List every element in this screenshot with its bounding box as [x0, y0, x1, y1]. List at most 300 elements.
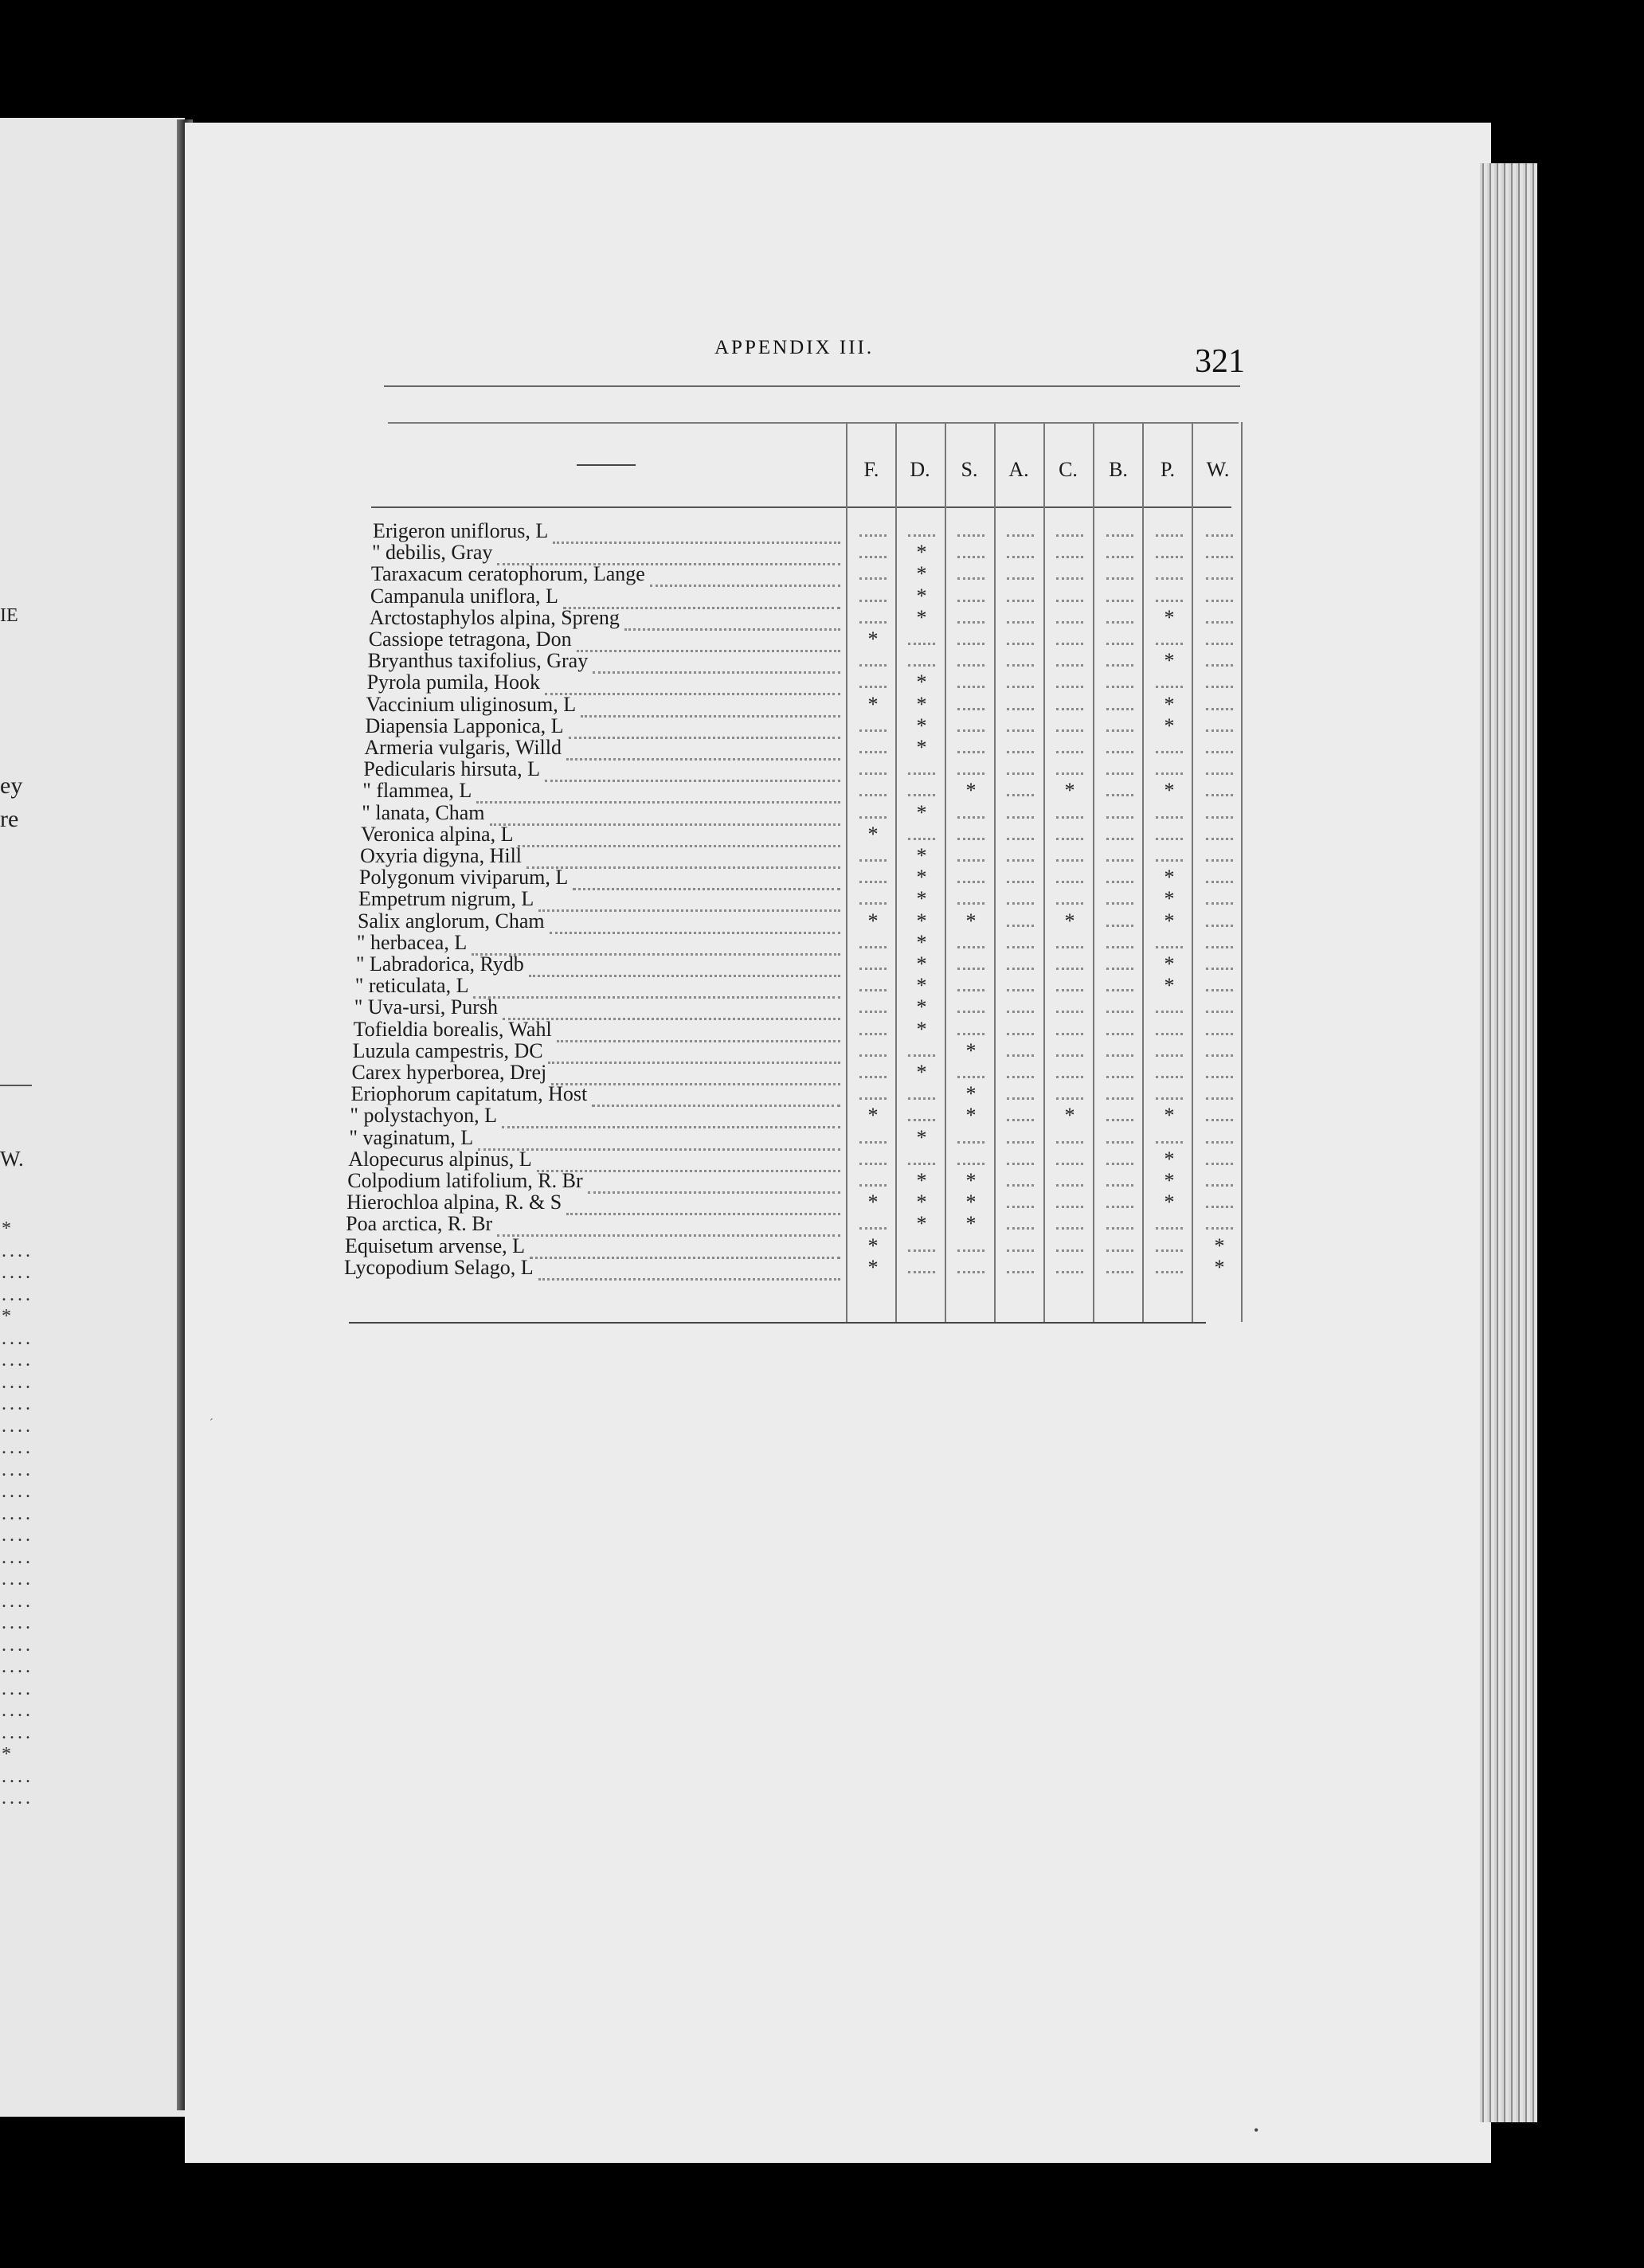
table-bottom-rule	[349, 1322, 1206, 1324]
species-name: Armeria vulgaris, Willd	[364, 736, 562, 759]
absence-dots	[996, 1019, 1045, 1040]
absence-dots	[1195, 1084, 1244, 1105]
absence-dots	[996, 542, 1045, 563]
absence-dots	[1045, 889, 1094, 909]
absence-dots	[996, 976, 1045, 996]
left-page-dots: ....	[2, 1394, 33, 1414]
absence-dots	[1045, 1257, 1094, 1278]
table-row	[0, 889, 1274, 909]
left-page-fragment: ey	[0, 772, 23, 799]
column-header: F.	[863, 458, 879, 481]
absence-dots	[848, 759, 898, 780]
absence-dots	[1045, 954, 1094, 975]
absence-dots	[1195, 1171, 1244, 1191]
table-row	[0, 1019, 1274, 1040]
left-page-dots: ....	[2, 1722, 33, 1743]
absence-dots	[1095, 608, 1145, 628]
absence-dots	[946, 1062, 996, 1083]
species-name: Pedicularis hirsuta, L	[363, 757, 541, 781]
absence-dots	[946, 586, 996, 607]
left-page-dots: ....	[2, 1459, 33, 1480]
presence-mark	[1145, 1171, 1194, 1191]
absence-dots	[1095, 1236, 1145, 1257]
absence-dots	[1045, 629, 1094, 650]
absence-dots	[848, 564, 898, 585]
absence-dots	[1095, 1019, 1145, 1040]
absence-dots	[1195, 780, 1244, 801]
absence-dots	[1045, 1062, 1094, 1083]
presence-mark	[946, 1192, 996, 1213]
presence-mark	[897, 889, 946, 909]
presence-mark	[897, 737, 946, 758]
column-header: W.	[1206, 458, 1230, 481]
presence-mark	[897, 1019, 946, 1040]
presence-mark	[848, 694, 898, 715]
left-page-dots: ....	[2, 1371, 33, 1393]
species-name: Lycopodium Selago, L	[344, 1255, 534, 1279]
absence-dots	[1195, 542, 1244, 563]
absence-dots	[996, 889, 1045, 909]
absence-dots	[848, 997, 898, 1018]
species-name: Empetrum nigrum, L	[358, 887, 534, 911]
absence-dots	[1045, 542, 1094, 563]
presence-mark	[897, 911, 946, 932]
species-name: Campanula uniflora, L	[370, 584, 558, 608]
presence-mark	[848, 824, 898, 845]
dot-leader	[557, 1019, 840, 1042]
absence-dots	[848, 803, 898, 823]
left-page-dots: *	[2, 1218, 14, 1239]
absence-dots	[1195, 803, 1244, 823]
absence-dots	[848, 542, 898, 563]
absence-dots	[1095, 672, 1145, 693]
absence-dots	[1195, 824, 1244, 845]
presence-mark	[946, 1171, 996, 1191]
absence-dots	[897, 1236, 946, 1257]
left-page-dots: ....	[2, 1525, 33, 1546]
dot-leader	[548, 1041, 840, 1064]
absence-dots	[1095, 1105, 1145, 1126]
absence-dots	[848, 716, 898, 737]
absence-dots	[1045, 608, 1094, 628]
absence-dots	[1095, 629, 1145, 650]
left-page-dots: ....	[2, 1240, 33, 1261]
species-name: " lanata, Cham	[362, 800, 485, 824]
absence-dots	[848, 1041, 898, 1062]
species-name: Tofieldia borealis, Wahl	[353, 1017, 552, 1041]
running-head: APPENDIX III.	[714, 337, 875, 358]
absence-dots	[946, 737, 996, 758]
presence-mark	[897, 586, 946, 607]
dot-leader	[593, 651, 840, 674]
absence-dots	[848, 737, 898, 758]
table-row	[0, 1125, 1274, 1149]
absence-dots	[1045, 824, 1094, 845]
speck: •	[1254, 2122, 1259, 2138]
species-name: Diapensia Lapponica, L	[365, 714, 564, 737]
absence-dots	[996, 564, 1045, 585]
table-row	[0, 1192, 1274, 1213]
absence-dots	[996, 803, 1045, 823]
left-page-dots: ....	[2, 1634, 33, 1656]
left-page-fragment: re	[0, 806, 19, 832]
absence-dots	[848, 608, 898, 628]
species-name: Arctostaphylos alpina, Spreng	[369, 605, 620, 629]
absence-dots	[848, 1128, 898, 1148]
absence-dots	[897, 521, 946, 542]
presence-mark	[848, 1192, 898, 1213]
species-name: " Uva-ursi, Pursh	[354, 995, 499, 1019]
presence-mark	[897, 1214, 946, 1234]
presence-mark	[848, 1105, 898, 1126]
absence-dots	[946, 521, 996, 542]
absence-dots	[1145, 1041, 1194, 1062]
species-name: Equisetum arvense, L	[345, 1234, 526, 1257]
page-number: 321	[1195, 343, 1245, 380]
table-row	[0, 1171, 1274, 1191]
absence-dots	[1095, 1149, 1145, 1170]
absence-dots	[1095, 759, 1145, 780]
absence-dots	[996, 1214, 1045, 1234]
species-name: " herbacea, L	[356, 930, 468, 954]
absence-dots	[848, 889, 898, 909]
absence-dots	[996, 672, 1045, 693]
absence-dots	[1195, 846, 1244, 866]
presence-mark	[946, 1105, 996, 1126]
absence-dots	[1095, 911, 1145, 932]
table-row	[0, 976, 1274, 996]
absence-dots	[1095, 803, 1145, 823]
absence-dots	[1145, 1062, 1194, 1083]
absence-dots	[1195, 521, 1244, 542]
left-page-dots: ....	[2, 1569, 33, 1590]
table-row	[0, 824, 1274, 845]
dot-leader	[566, 1192, 840, 1215]
presence-mark	[897, 1128, 946, 1148]
table-row	[0, 846, 1274, 866]
absence-dots	[848, 1171, 898, 1191]
absence-dots	[996, 954, 1045, 975]
absence-dots	[1145, 1214, 1194, 1234]
absence-dots	[1195, 737, 1244, 758]
absence-dots	[1145, 1128, 1194, 1148]
column-header: C.	[1059, 458, 1078, 481]
left-page-dots: *	[2, 1306, 14, 1327]
left-page-dots: ....	[2, 1766, 33, 1787]
absence-dots	[897, 1084, 946, 1105]
column-header: P.	[1160, 458, 1176, 481]
table-row	[0, 586, 1274, 607]
species-name: Salix anglorum, Cham	[357, 909, 545, 933]
presence-mark	[1145, 694, 1194, 715]
absence-dots	[897, 1257, 946, 1278]
speck: ´	[209, 1418, 213, 1429]
table-row	[0, 694, 1274, 715]
species-name: Oxyria digyna, Hill	[360, 844, 523, 867]
absence-dots	[1195, 1105, 1244, 1126]
absence-dots	[946, 716, 996, 737]
absence-dots	[1045, 867, 1094, 888]
presence-mark	[897, 694, 946, 715]
absence-dots	[848, 867, 898, 888]
absence-dots	[897, 651, 946, 671]
absence-dots	[1045, 586, 1094, 607]
absence-dots	[1195, 867, 1244, 888]
absence-dots	[946, 867, 996, 888]
dot-leader	[569, 716, 840, 739]
absence-dots	[897, 780, 946, 801]
dot-leader	[566, 737, 840, 761]
table-row	[0, 651, 1274, 671]
dot-leader	[476, 780, 840, 804]
presence-mark	[1145, 1149, 1194, 1170]
blank-column-mark	[577, 464, 636, 466]
presence-mark	[897, 1062, 946, 1083]
presence-mark	[1145, 1192, 1194, 1213]
absence-dots	[946, 824, 996, 845]
absence-dots	[1095, 824, 1145, 845]
presence-mark	[1145, 780, 1194, 801]
absence-dots	[996, 911, 1045, 932]
left-page-dots: ....	[2, 1328, 33, 1349]
presence-mark	[848, 1257, 898, 1278]
species-name: Luzula campestris, DC	[352, 1038, 543, 1062]
table-row	[0, 911, 1274, 932]
species-name: Poa arctica, R. Br	[346, 1212, 493, 1236]
absence-dots	[946, 1236, 996, 1257]
absence-dots	[996, 1236, 1045, 1257]
table-row	[0, 521, 1274, 542]
dot-leader	[473, 976, 840, 999]
dot-leader	[538, 889, 840, 912]
absence-dots	[848, 1149, 898, 1170]
absence-dots	[946, 564, 996, 585]
absence-dots	[1145, 846, 1194, 866]
absence-dots	[1045, 759, 1094, 780]
presence-mark	[897, 803, 946, 823]
absence-dots	[848, 1214, 898, 1234]
absence-dots	[946, 933, 996, 953]
species-name: Vaccinium uliginosum, L	[366, 692, 577, 716]
absence-dots	[996, 759, 1045, 780]
absence-dots	[996, 997, 1045, 1018]
dot-leader	[573, 867, 840, 890]
absence-dots	[897, 824, 946, 845]
absence-dots	[1145, 521, 1194, 542]
absence-dots	[1095, 1171, 1145, 1191]
presence-mark	[897, 608, 946, 628]
absence-dots	[1045, 1214, 1094, 1234]
left-page-dots: ....	[2, 1700, 33, 1721]
absence-dots	[1195, 1192, 1244, 1213]
absence-dots	[1195, 997, 1244, 1018]
presence-mark	[946, 1214, 996, 1234]
absence-dots	[1095, 846, 1145, 866]
dot-leader	[650, 564, 840, 587]
absence-dots	[1045, 1041, 1094, 1062]
absence-dots	[1195, 933, 1244, 953]
left-page-dots: ....	[2, 1284, 33, 1305]
absence-dots	[996, 716, 1045, 737]
presence-mark	[897, 672, 946, 693]
presence-mark	[1145, 911, 1194, 932]
left-page-dots: ....	[2, 1656, 33, 1677]
dot-leader	[538, 1257, 840, 1281]
presence-mark	[848, 629, 898, 650]
absence-dots	[1195, 564, 1244, 585]
absence-dots	[1095, 867, 1145, 888]
absence-dots	[1095, 1084, 1145, 1105]
absence-dots	[1195, 694, 1244, 715]
column-header: B.	[1109, 458, 1128, 481]
species-name: Hierochloa alpina, R. & S	[346, 1191, 562, 1214]
left-page-dots: *	[2, 1744, 14, 1765]
table-row	[0, 759, 1274, 780]
absence-dots	[996, 933, 1045, 953]
dot-leader	[526, 846, 840, 869]
table-row	[0, 1038, 1274, 1062]
absence-dots	[1095, 976, 1145, 996]
absence-dots	[946, 629, 996, 650]
dot-leader	[472, 933, 840, 956]
absence-dots	[1045, 1171, 1094, 1191]
absence-dots	[1145, 672, 1194, 693]
presence-mark	[1195, 1257, 1244, 1278]
presence-mark	[1045, 911, 1094, 932]
absence-dots	[1145, 803, 1194, 823]
column-header: A.	[1008, 458, 1029, 481]
table-row	[0, 954, 1274, 975]
absence-dots	[1095, 954, 1145, 975]
absence-dots	[1195, 759, 1244, 780]
dot-leader	[518, 824, 840, 847]
absence-dots	[1095, 1214, 1145, 1234]
absence-dots	[996, 846, 1045, 866]
presence-mark	[1145, 976, 1194, 996]
dot-leader	[577, 629, 840, 652]
absence-dots	[1095, 780, 1145, 801]
species-name: Colpodium latifolium, R. Br	[347, 1169, 583, 1192]
species-name: Cassiope tetragona, Don	[368, 628, 572, 651]
absence-dots	[946, 1257, 996, 1278]
absence-dots	[1095, 1257, 1145, 1278]
absence-dots	[996, 586, 1045, 607]
absence-dots	[1095, 564, 1145, 585]
absence-dots	[946, 803, 996, 823]
absence-dots	[1145, 759, 1194, 780]
table-row	[0, 564, 1274, 585]
presence-mark	[897, 846, 946, 866]
table-row	[0, 1214, 1274, 1234]
presence-mark	[897, 542, 946, 563]
absence-dots	[1195, 1128, 1244, 1148]
absence-dots	[1045, 997, 1094, 1018]
presence-mark	[897, 976, 946, 996]
absence-dots	[1045, 716, 1094, 737]
table-row	[0, 1062, 1274, 1083]
absence-dots	[1045, 1019, 1094, 1040]
absence-dots	[946, 672, 996, 693]
presence-mark	[897, 1192, 946, 1213]
presence-mark	[1145, 716, 1194, 737]
species-name: " vaginatum, L	[349, 1125, 474, 1149]
presence-mark	[1145, 608, 1194, 628]
absence-dots	[946, 759, 996, 780]
absence-dots	[1095, 651, 1145, 671]
species-name: Veronica alpina, L	[361, 822, 514, 846]
dot-leader	[478, 1128, 840, 1151]
dot-leader	[551, 1062, 840, 1085]
absence-dots	[848, 846, 898, 866]
column-header: S.	[961, 458, 978, 481]
table-row	[0, 737, 1274, 758]
left-page-dots: ....	[2, 1350, 33, 1371]
absence-dots	[848, 1062, 898, 1083]
presence-mark	[848, 911, 898, 932]
presence-mark	[1045, 1105, 1094, 1126]
absence-dots	[946, 1019, 996, 1040]
left-page-dots: ....	[2, 1547, 33, 1568]
absence-dots	[946, 889, 996, 909]
presence-mark	[848, 1236, 898, 1257]
absence-dots	[946, 651, 996, 671]
absence-dots	[1095, 889, 1145, 909]
dot-leader	[581, 694, 840, 718]
absence-dots	[848, 651, 898, 671]
absence-dots	[1045, 976, 1094, 996]
top-rule	[384, 385, 1240, 387]
table-row	[0, 716, 1274, 737]
absence-dots	[946, 846, 996, 866]
absence-dots	[1145, 1257, 1194, 1278]
dot-leader	[502, 1105, 840, 1128]
absence-dots	[996, 521, 1045, 542]
absence-dots	[1095, 737, 1145, 758]
table-row	[0, 930, 1274, 954]
absence-dots	[996, 737, 1045, 758]
column-header: D.	[910, 458, 930, 481]
presence-mark	[1195, 1236, 1244, 1257]
table-row	[0, 1149, 1274, 1170]
species-name: " polystachyon, L	[350, 1104, 498, 1128]
absence-dots	[848, 1019, 898, 1040]
absence-dots	[996, 1084, 1045, 1105]
absence-dots	[848, 521, 898, 542]
presence-mark	[946, 1041, 996, 1062]
absence-dots	[1045, 846, 1094, 866]
dot-leader	[530, 1236, 840, 1259]
absence-dots	[1145, 564, 1194, 585]
presence-mark	[897, 564, 946, 585]
absence-dots	[897, 1041, 946, 1062]
presence-mark	[946, 911, 996, 932]
absence-dots	[1145, 1084, 1194, 1105]
species-name: " Labradorica, Rydb	[355, 952, 524, 976]
absence-dots	[848, 1084, 898, 1105]
absence-dots	[1195, 954, 1244, 975]
table-row	[0, 542, 1274, 563]
table-top-rule	[388, 422, 1239, 424]
table-row	[0, 1105, 1274, 1126]
absence-dots	[1145, 586, 1194, 607]
absence-dots	[897, 629, 946, 650]
presence-mark	[1145, 889, 1194, 909]
species-name: " flammea, L	[362, 779, 472, 803]
presence-mark	[897, 867, 946, 888]
absence-dots	[996, 1128, 1045, 1148]
presence-mark	[1145, 954, 1194, 975]
presence-mark	[897, 933, 946, 953]
